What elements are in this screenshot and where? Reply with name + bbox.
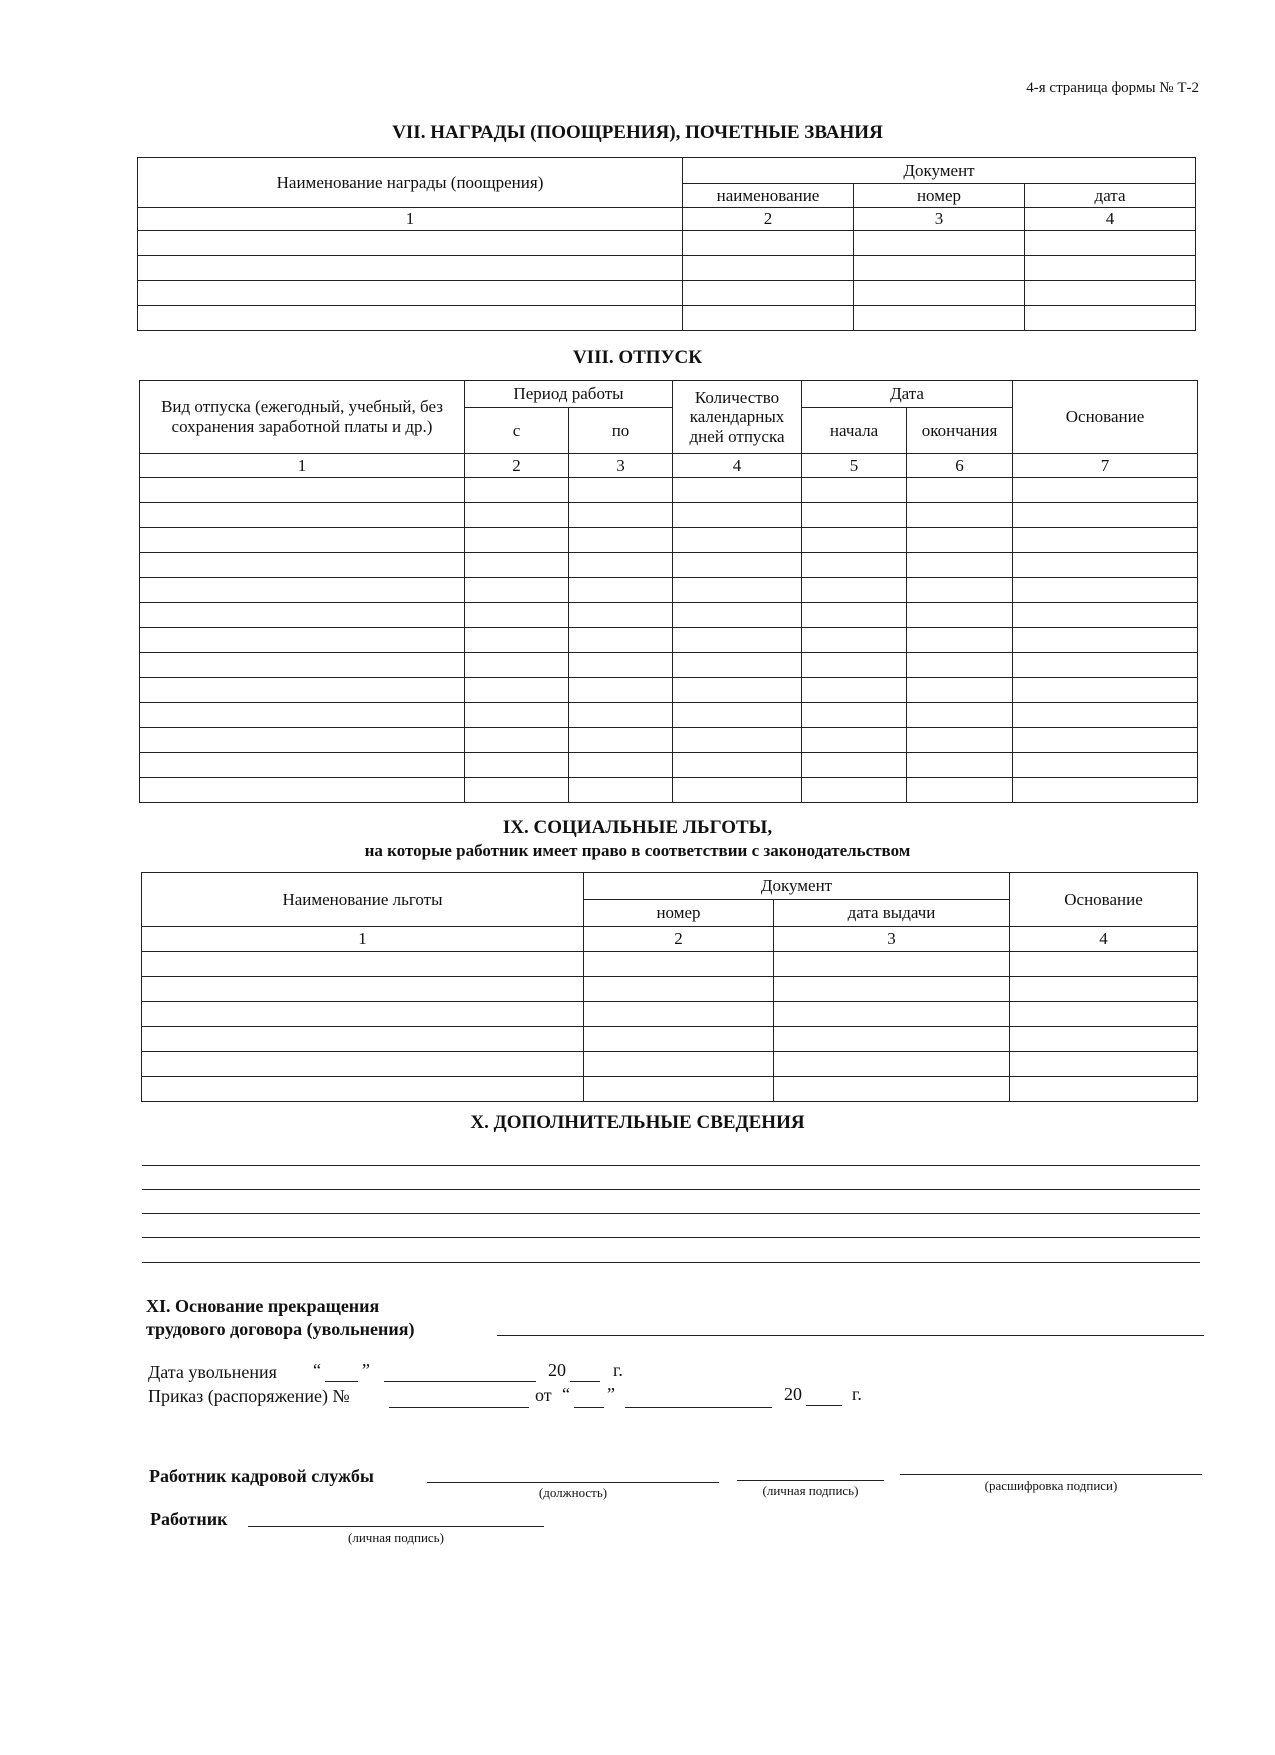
table-cell[interactable] [774, 952, 1010, 977]
dismissal-year-field[interactable] [570, 1381, 600, 1382]
table-cell[interactable] [140, 553, 465, 578]
table-cell[interactable] [140, 728, 465, 753]
table-cell[interactable] [683, 231, 854, 256]
table-cell[interactable] [465, 703, 569, 728]
leave-header-days: Количество календарных дней отпуска [673, 381, 802, 454]
table-row [140, 528, 1198, 553]
table-cell[interactable] [673, 553, 802, 578]
benefits-header-doc-issue-date: дата выдачи [774, 900, 1010, 927]
order-year-field[interactable] [806, 1405, 842, 1406]
table-cell[interactable] [673, 678, 802, 703]
table-cell[interactable] [1025, 281, 1196, 306]
awards-title: VII. НАГРАДЫ (ПООЩРЕНИЯ), ПОЧЕТНЫЕ ЗВАНИЯ [392, 122, 883, 143]
benefits-title: IX. СОЦИАЛЬНЫЕ ЛЬГОТЫ, [502, 817, 773, 838]
table-cell[interactable] [907, 528, 1013, 553]
table-cell[interactable] [802, 603, 907, 628]
table-cell[interactable] [465, 503, 569, 528]
table-cell[interactable] [1013, 503, 1198, 528]
table-cell[interactable] [584, 977, 774, 1002]
benefits-header-basis: Основание [1010, 873, 1198, 927]
quote-close: ” [607, 1384, 615, 1404]
table-cell[interactable] [569, 628, 673, 653]
table-cell[interactable] [140, 678, 465, 703]
year-prefix: 20 [548, 1360, 566, 1380]
table-cell[interactable] [774, 977, 1010, 1002]
table-cell[interactable] [1025, 256, 1196, 281]
column-number: 2 [584, 927, 774, 952]
termination-basis-line[interactable] [497, 1335, 1204, 1336]
order-number-field[interactable] [389, 1407, 529, 1408]
table-cell[interactable] [673, 478, 802, 503]
column-number: 4 [673, 454, 802, 478]
table-cell[interactable] [569, 678, 673, 703]
table-cell[interactable] [802, 503, 907, 528]
termination-title-line1: XI. Основание прекращения [146, 1296, 380, 1316]
leave-header-period-from: с [465, 408, 569, 454]
additional-line[interactable] [142, 1165, 1200, 1166]
column-number: 1 [140, 454, 465, 478]
table-cell[interactable] [774, 1052, 1010, 1077]
signature-caption: (личная подпись) [762, 1483, 859, 1498]
table-cell[interactable] [140, 628, 465, 653]
table-cell[interactable] [907, 628, 1013, 653]
table-cell[interactable] [142, 977, 584, 1002]
table-cell[interactable] [1010, 977, 1198, 1002]
table-row [140, 478, 1198, 503]
table-cell[interactable] [138, 256, 683, 281]
table-cell[interactable] [584, 952, 774, 977]
position-caption: (должность) [538, 1485, 608, 1500]
table-cell[interactable] [1025, 231, 1196, 256]
table-cell[interactable] [465, 728, 569, 753]
table-row [140, 503, 1198, 528]
table-cell[interactable] [140, 503, 465, 528]
table-row [140, 728, 1198, 753]
table-cell[interactable] [1013, 728, 1198, 753]
column-number: 1 [142, 927, 584, 952]
table-cell[interactable] [673, 603, 802, 628]
table-cell[interactable] [907, 478, 1013, 503]
benefits-header-document: Документ [584, 873, 1010, 900]
table-cell[interactable] [465, 653, 569, 678]
table-row [138, 231, 1196, 256]
table-row [140, 678, 1198, 703]
table-cell[interactable] [1013, 578, 1198, 603]
table-cell[interactable] [673, 778, 802, 803]
table-cell[interactable] [142, 1077, 584, 1102]
table-cell[interactable] [465, 753, 569, 778]
table-cell[interactable] [584, 1077, 774, 1102]
table-cell[interactable] [1013, 528, 1198, 553]
table-row [142, 1027, 1198, 1052]
table-cell[interactable] [774, 1002, 1010, 1027]
leave-title: VIII. ОТПУСК [572, 347, 703, 368]
table-cell[interactable] [140, 603, 465, 628]
table-cell[interactable] [907, 603, 1013, 628]
table-cell[interactable] [683, 306, 854, 331]
table-cell[interactable] [142, 1027, 584, 1052]
table-cell[interactable] [802, 778, 907, 803]
table-cell[interactable] [907, 703, 1013, 728]
order-from-label: от [535, 1385, 552, 1405]
table-cell[interactable] [1010, 952, 1198, 977]
table-cell[interactable] [140, 778, 465, 803]
table-row [142, 1052, 1198, 1077]
table-cell[interactable] [802, 553, 907, 578]
table-cell[interactable] [1013, 603, 1198, 628]
column-number: 1 [138, 208, 683, 231]
leave-header-period: Период работы [465, 381, 673, 408]
table-cell[interactable] [584, 1052, 774, 1077]
table-row [140, 603, 1198, 628]
table-cell[interactable] [683, 256, 854, 281]
table-cell[interactable] [569, 603, 673, 628]
table-row [140, 578, 1198, 603]
table-cell[interactable] [1013, 753, 1198, 778]
table-cell[interactable] [1013, 678, 1198, 703]
leave-table [139, 380, 1198, 803]
table-cell[interactable] [1010, 1002, 1198, 1027]
dismissal-day-field[interactable] [325, 1381, 358, 1382]
table-cell[interactable] [140, 528, 465, 553]
hr-employee-label: Работник кадровой службы [149, 1466, 374, 1486]
table-cell[interactable] [140, 578, 465, 603]
awards-header-name: Наименование награды (поощрения) [138, 158, 683, 208]
table-cell[interactable] [569, 528, 673, 553]
table-row [140, 753, 1198, 778]
table-cell[interactable] [774, 1077, 1010, 1102]
table-cell[interactable] [802, 528, 907, 553]
table-row [142, 1002, 1198, 1027]
year-prefix: 20 [784, 1384, 802, 1404]
table-cell[interactable] [569, 478, 673, 503]
table-cell[interactable] [1025, 306, 1196, 331]
table-cell[interactable] [854, 231, 1025, 256]
table-cell[interactable] [142, 1052, 584, 1077]
table-cell[interactable] [569, 778, 673, 803]
table-cell[interactable] [802, 578, 907, 603]
dismissal-date-label: Дата увольнения [148, 1362, 277, 1382]
table-cell[interactable] [907, 678, 1013, 703]
hr-position-field[interactable] [427, 1482, 719, 1483]
table-cell[interactable] [1013, 553, 1198, 578]
leave-header-period-to: по [569, 408, 673, 454]
table-cell[interactable] [140, 478, 465, 503]
table-cell[interactable] [465, 578, 569, 603]
table-cell[interactable] [683, 281, 854, 306]
benefits-header-name: Наименование льготы [142, 873, 584, 927]
table-row [138, 306, 1196, 331]
table-cell[interactable] [142, 1002, 584, 1027]
table-cell[interactable] [802, 703, 907, 728]
table-cell[interactable] [140, 653, 465, 678]
column-number: 4 [1025, 208, 1196, 231]
table-cell[interactable] [907, 753, 1013, 778]
table-cell[interactable] [138, 281, 683, 306]
table-cell[interactable] [465, 528, 569, 553]
additional-line[interactable] [142, 1189, 1200, 1190]
order-label: Приказ (распоряжение) № [148, 1386, 350, 1406]
additional-line[interactable] [142, 1262, 1200, 1263]
table-cell[interactable] [802, 678, 907, 703]
table-cell[interactable] [465, 778, 569, 803]
employee-signature-caption: (личная подпись) [348, 1530, 444, 1545]
additional-line[interactable] [142, 1213, 1200, 1214]
benefits-subtitle: на которые работник имеет право в соответствии с законодательством [364, 841, 911, 860]
table-cell[interactable] [1010, 1077, 1198, 1102]
order-month-field[interactable] [625, 1407, 772, 1408]
table-cell[interactable] [673, 503, 802, 528]
quote-close: ” [362, 1360, 370, 1380]
table-row [142, 977, 1198, 1002]
table-row [140, 703, 1198, 728]
table-row [140, 553, 1198, 578]
page-label: 4-я страница формы № Т-2 [1026, 80, 1199, 96]
table-cell[interactable] [673, 728, 802, 753]
table-row [138, 256, 1196, 281]
table-cell[interactable] [138, 231, 683, 256]
table-row [142, 952, 1198, 977]
column-number: 4 [1010, 927, 1198, 952]
table-cell[interactable] [673, 578, 802, 603]
table-cell[interactable] [1010, 1027, 1198, 1052]
table-cell[interactable] [673, 653, 802, 678]
table-cell[interactable] [854, 306, 1025, 331]
table-cell[interactable] [673, 528, 802, 553]
table-cell[interactable] [1013, 653, 1198, 678]
additional-line[interactable] [142, 1237, 1200, 1238]
table-cell[interactable] [465, 603, 569, 628]
table-cell[interactable] [774, 1027, 1010, 1052]
column-number: 3 [854, 208, 1025, 231]
table-cell[interactable] [584, 1002, 774, 1027]
table-cell[interactable] [673, 628, 802, 653]
table-cell[interactable] [802, 728, 907, 753]
table-cell[interactable] [569, 578, 673, 603]
table-cell[interactable] [1013, 478, 1198, 503]
table-cell[interactable] [907, 778, 1013, 803]
table-cell[interactable] [569, 728, 673, 753]
table-cell[interactable] [907, 578, 1013, 603]
table-cell[interactable] [673, 753, 802, 778]
hr-decoding-field[interactable] [900, 1474, 1202, 1475]
table-cell[interactable] [140, 703, 465, 728]
table-cell[interactable] [673, 703, 802, 728]
year-suffix: г. [613, 1360, 623, 1380]
table-cell[interactable] [1013, 628, 1198, 653]
employee-label: Работник [150, 1509, 228, 1529]
table-cell[interactable] [907, 553, 1013, 578]
column-number: 3 [774, 927, 1010, 952]
awards-header-document: Документ [683, 158, 1196, 184]
column-number: 2 [465, 454, 569, 478]
table-cell[interactable] [569, 703, 673, 728]
table-row [142, 1077, 1198, 1102]
awards-header-doc-number: номер [854, 184, 1025, 208]
awards-header-doc-name: наименование [683, 184, 854, 208]
table-cell[interactable] [802, 753, 907, 778]
decoding-caption: (расшифровка подписи) [984, 1478, 1118, 1493]
quote-open: “ [562, 1384, 570, 1404]
table-cell[interactable] [1013, 778, 1198, 803]
awards-table [137, 157, 1196, 331]
table-cell[interactable] [465, 628, 569, 653]
table-row [140, 628, 1198, 653]
table-cell[interactable] [802, 478, 907, 503]
quote-open: “ [313, 1360, 321, 1380]
table-cell[interactable] [802, 653, 907, 678]
table-cell[interactable] [569, 553, 673, 578]
table-cell[interactable] [584, 1027, 774, 1052]
awards-header-doc-date: дата [1025, 184, 1196, 208]
table-row [140, 653, 1198, 678]
hr-signature-field[interactable] [737, 1480, 884, 1481]
table-cell[interactable] [1013, 703, 1198, 728]
table-row [138, 281, 1196, 306]
column-number: 5 [802, 454, 907, 478]
leave-header-date-end: окончания [907, 408, 1013, 454]
column-number: 3 [569, 454, 673, 478]
table-cell[interactable] [907, 728, 1013, 753]
leave-header-type: Вид отпуска (ежегодный, учебный, без сохранения заработной платы и др.) [140, 381, 465, 454]
table-cell[interactable] [569, 653, 673, 678]
column-number: 6 [907, 454, 1013, 478]
table-cell[interactable] [465, 478, 569, 503]
table-cell[interactable] [142, 952, 584, 977]
year-suffix: г. [852, 1384, 862, 1404]
table-cell[interactable] [907, 653, 1013, 678]
table-cell[interactable] [1010, 1052, 1198, 1077]
table-cell[interactable] [465, 553, 569, 578]
table-cell[interactable] [138, 306, 683, 331]
employee-signature-field[interactable] [248, 1526, 544, 1527]
table-cell[interactable] [854, 281, 1025, 306]
benefits-table [141, 872, 1198, 1102]
column-number: 2 [683, 208, 854, 231]
order-day-field[interactable] [574, 1407, 604, 1408]
additional-title: X. ДОПОЛНИТЕЛЬНЫЕ СВЕДЕНИЯ [470, 1112, 805, 1133]
benefits-header-doc-number: номер [584, 900, 774, 927]
dismissal-month-field[interactable] [384, 1381, 536, 1382]
table-row [140, 778, 1198, 803]
column-number: 7 [1013, 454, 1198, 478]
table-cell[interactable] [569, 503, 673, 528]
termination-title-line2: трудового договора (увольнения) [146, 1319, 415, 1339]
table-cell[interactable] [854, 256, 1025, 281]
table-cell[interactable] [802, 628, 907, 653]
table-cell[interactable] [569, 753, 673, 778]
leave-header-date: Дата [802, 381, 1013, 408]
table-cell[interactable] [907, 503, 1013, 528]
table-cell[interactable] [465, 678, 569, 703]
leave-header-basis: Основание [1013, 381, 1198, 454]
leave-header-date-start: начала [802, 408, 907, 454]
table-cell[interactable] [140, 753, 465, 778]
